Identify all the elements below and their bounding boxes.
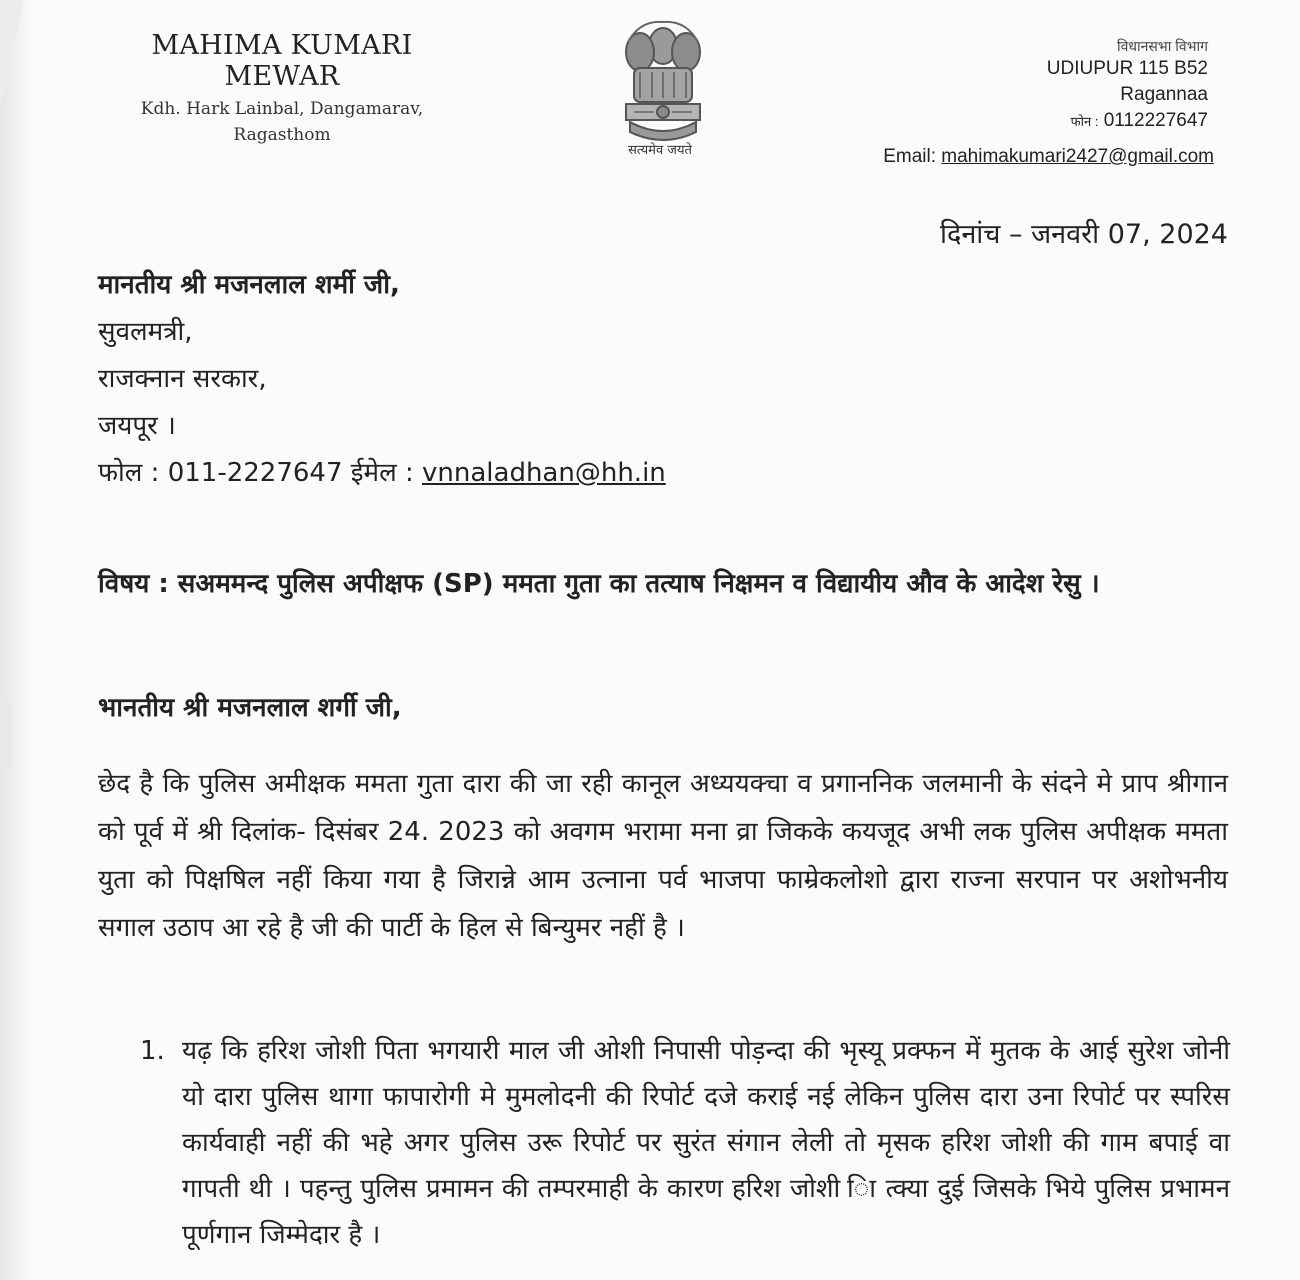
recipient-email-label: ईमेल : <box>350 458 414 488</box>
letter-body-paragraph: छेद है कि पुलिस अमीक्षक ममता गुता दारा की जा रही कानूल अध्ययक्चा व प्रगाननिक जलमानी के संदने मे प्राप श्रीगान को पूर्व में श्री दिलांक- दिसंबर 24. 2023 को अवगम भरामा मना व्रा जिकके कयजूद अभी लक पुलिस अपीक्षक ममता युता को पिक्षषिल नहीं किया गया है जिरान्ने आम उत्नाना पर्व भाजपा फाम्रेकलोशो द्वारा राज्ना सरपान पर अशोभनीय सगाल उठाप आ रहे है जी की पार्टी के हिल से बिन्युमर नहीं है । <box>98 769 1228 943</box>
sender-address <box>112 96 452 148</box>
letter-salutation: भानतीय श्री मजनलाल शर्गी जी, <box>98 693 402 723</box>
page-fold-corner <box>0 0 24 110</box>
sender-address-line1: Kdh. Hark Lainbal, Dangamarav, <box>140 99 424 119</box>
contact-email-link[interactable]: mahimakumari2427@gmail.com <box>941 146 1214 167</box>
contact-line2: UDIUPUR 115 B52 <box>1046 58 1208 79</box>
contact-phone <box>828 108 1208 135</box>
list-item <box>140 1028 1230 1258</box>
recipient-title: सुवलमत्री, <box>98 317 193 347</box>
contact-email-label: Email: <box>883 146 936 167</box>
letterhead-contact <box>828 36 1208 135</box>
recipient-email-link[interactable]: vnnaladhan@hh.in <box>422 458 666 488</box>
recipient-phone-value: 011-2227647 <box>167 458 343 488</box>
recipient-contact <box>98 450 666 497</box>
sender-address-line2: Ragasthom <box>233 125 331 145</box>
contact-line1: विधानसभा विभाग <box>1117 38 1208 54</box>
contact-line3: Ragannaa <box>1120 84 1208 105</box>
contact-phone-value: 0112227647 <box>1103 110 1208 131</box>
emblem-motto: सत्यमेव जयते <box>628 143 692 158</box>
recipient-block <box>98 262 666 497</box>
list-item-text: यढ़ कि हरिश जोशी पिता भगयारी माल जी ओशी निपासी पोड़न्दा की भृस्यू प्रक्फन में मुतक के आई सुरेश जोनी यो दारा पुलिस थागा फापारोगी मे मुमलोदनी की रिपोर्ट दजे कराई नई लेकिन पुलिस दारा उना रिपोर्ट पर स्परिस कार्यवाही नहीं की भहे अगर पुलिस उरू रिपोर्ट पर सुरंत संगान लेली तो मृसक हरिश जोशी की गाम बपाई वा गापती थी । पहन्तु पुलिस प्रमामन की तम्परमाही के कारण हरिश जोशी ाि त्क्या दुई जिसके भिये पुलिस प्रभामन पूर्णगान जिम्मेदार है । <box>182 1036 1230 1250</box>
letterhead-sender <box>112 30 452 148</box>
list-item-number: 1. <box>140 1036 165 1066</box>
page-edge-mark <box>0 700 12 770</box>
contact-email <box>883 146 1214 168</box>
letter-subject: विषय : सअममन्द पुलिस अपीक्षफ (SP) ममता गुता का तत्याष निक्षमन व विद्यायीय औव के आदेश रेसु । <box>98 569 1100 599</box>
recipient-name: मानतीय श्री मजनलाल शर्मी जी, <box>98 270 400 300</box>
recipient-city: जयपूर । <box>98 411 176 441</box>
sender-name: MAHIMA KUMARI MEWAR <box>151 30 413 92</box>
page-edge-shadow <box>0 0 34 1280</box>
letter-date: दिनांच – जनवरी 07, 2024 <box>939 219 1228 250</box>
recipient-phone-label: फोल : <box>98 458 160 488</box>
contact-phone-label: फोन : <box>1070 114 1099 129</box>
recipient-government: राजक्नान सरकार, <box>98 364 267 394</box>
